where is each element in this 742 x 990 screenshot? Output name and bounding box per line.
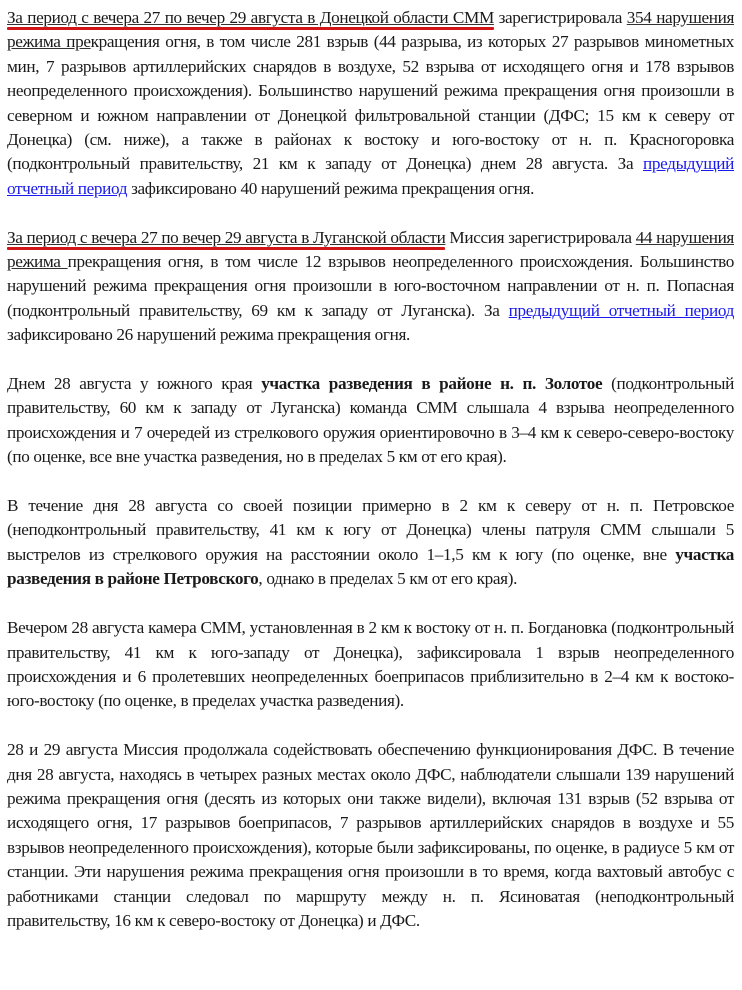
text: В течение дня 28 августа со своей позиции примерно в 2 км к северу от н. п. Петровское (неподконтрольный правительству, 41 км к югу от Донецка) члены патруля СММ слышали 5 выстрелов из стрелкового оружия на расстоянии около 1–1,5 км к югу (по оценке, вне bbox=[7, 496, 734, 564]
text: кращения огня, в том числе 281 взрыв (44 разрыва, из которых 27 разрывов минометных мин, 7 разрывов артиллерийских снарядов в воздухе, 52 взрыва от исходящего огня и 178 взрывов неопределенного происхождения). Большинство нарушений режима прекращения огня произошли в северном и южном направлении от Донецкой фильтровальной станции (ДФС; 15 км к северу от Донецка) (см. ниже), а также в районах к востоку и юго-востоку от н. п. Красногоровка (подконтрольный правительству, 21 км к западу от Донецка) днем 28 августа. За bbox=[7, 32, 734, 174]
text: прекращения огня, в том числе 12 взрывов неопределенного происхождения. Большинство нарушений режима прекращения огня произошли в юго-восточном направлении от н. п. Попасная (подконтрольный правительству, 69 км к западу от Луганска). За bbox=[7, 252, 735, 320]
highlighted-heading-luhansk: За период с вечера 27 по вечер 29 августа в Луганской области bbox=[7, 227, 446, 247]
paragraph-donetsk-summary bbox=[7, 6, 734, 201]
paragraph-dfs bbox=[7, 738, 734, 933]
text: (подконтрольный правительству, 60 км к западу от Луганска) команда СММ слышала 4 взрыва неопределенного происхождения и 7 очередей из стрелкового оружия ориентировочно в 3–4 км к северо-северо-востоку (по оценке, все вне участка разведения, но в пределах 5 км от его края). bbox=[7, 374, 734, 467]
paragraph-luhansk-summary bbox=[7, 226, 734, 348]
previous-report-link[interactable]: предыдущий отчетный период bbox=[7, 154, 734, 198]
text: 28 и 29 августа Миссия продолжала содействовать обеспечению функционирования ДФС. В течение дня 28 августа, находясь в четырех разных местах около ДФС, наблюдатели слышали 139 нарушений режима прекращения огня (десять из которых они также видели), включая 131 взрыв (52 взрыва от исходящего огня, 17 разрывов боеприпасов, 7 разрывов артиллерийских снарядов в воздухе и 55 взрывов неопределенного происхождения), которые были зафиксированы, по оценке, в радиусе 5 км от станции. Эти нарушения режима прекращения огня произошли в то время, когда вахтовый автобус с работниками станции следовал по маршруту между н. п. Ясиноватая (неподконтрольный правительству, 16 км к северо-востоку от Донецка) и ДФС. bbox=[7, 740, 734, 930]
paragraph-petrovske bbox=[7, 494, 734, 592]
text: Вечером 28 августа камера СММ, установленная в 2 км к востоку от н. п. Богдановка (подконтрольный правительству, 41 км к юго-западу от Донецка), зафиксировала 1 взрыв неопределенного происхождения и 6 пролетевших неопределенных боеприпасов приблизительно в 2–4 км к востоко-юго-востоку (по оценке, в пределах участка разведения). bbox=[7, 618, 734, 711]
text: Миссия зарегистрировала bbox=[445, 227, 636, 247]
highlighted-count-luhansk: 44 нарушения режима bbox=[7, 227, 734, 272]
bold-disengagement-area-petrovske: участка разведения в районе Петровского bbox=[7, 544, 734, 589]
paragraph-bohdanivka bbox=[7, 616, 734, 714]
paragraph-zolote bbox=[7, 372, 734, 470]
text: зафиксировано 26 нарушений режима прекращения огня. bbox=[7, 325, 410, 345]
bold-disengagement-area-zolote: участка разведения в районе н. п. Золотое bbox=[261, 374, 603, 394]
previous-report-link[interactable]: предыдущий отчетный период bbox=[508, 300, 734, 320]
text: Днем 28 августа у южного края bbox=[7, 374, 262, 394]
text: , однако в пределах 5 км от его края). bbox=[258, 569, 518, 589]
text: зарегистрировала bbox=[493, 8, 627, 27]
highlighted-heading-donetsk: За период с вечера 27 по вечер 29 августа в Донецкой области СММ bbox=[7, 8, 494, 27]
text: зафиксировано 40 нарушений режима прекращения огня. bbox=[127, 178, 535, 198]
highlighted-count-donetsk: 354 нарушения режима пре bbox=[7, 8, 735, 52]
